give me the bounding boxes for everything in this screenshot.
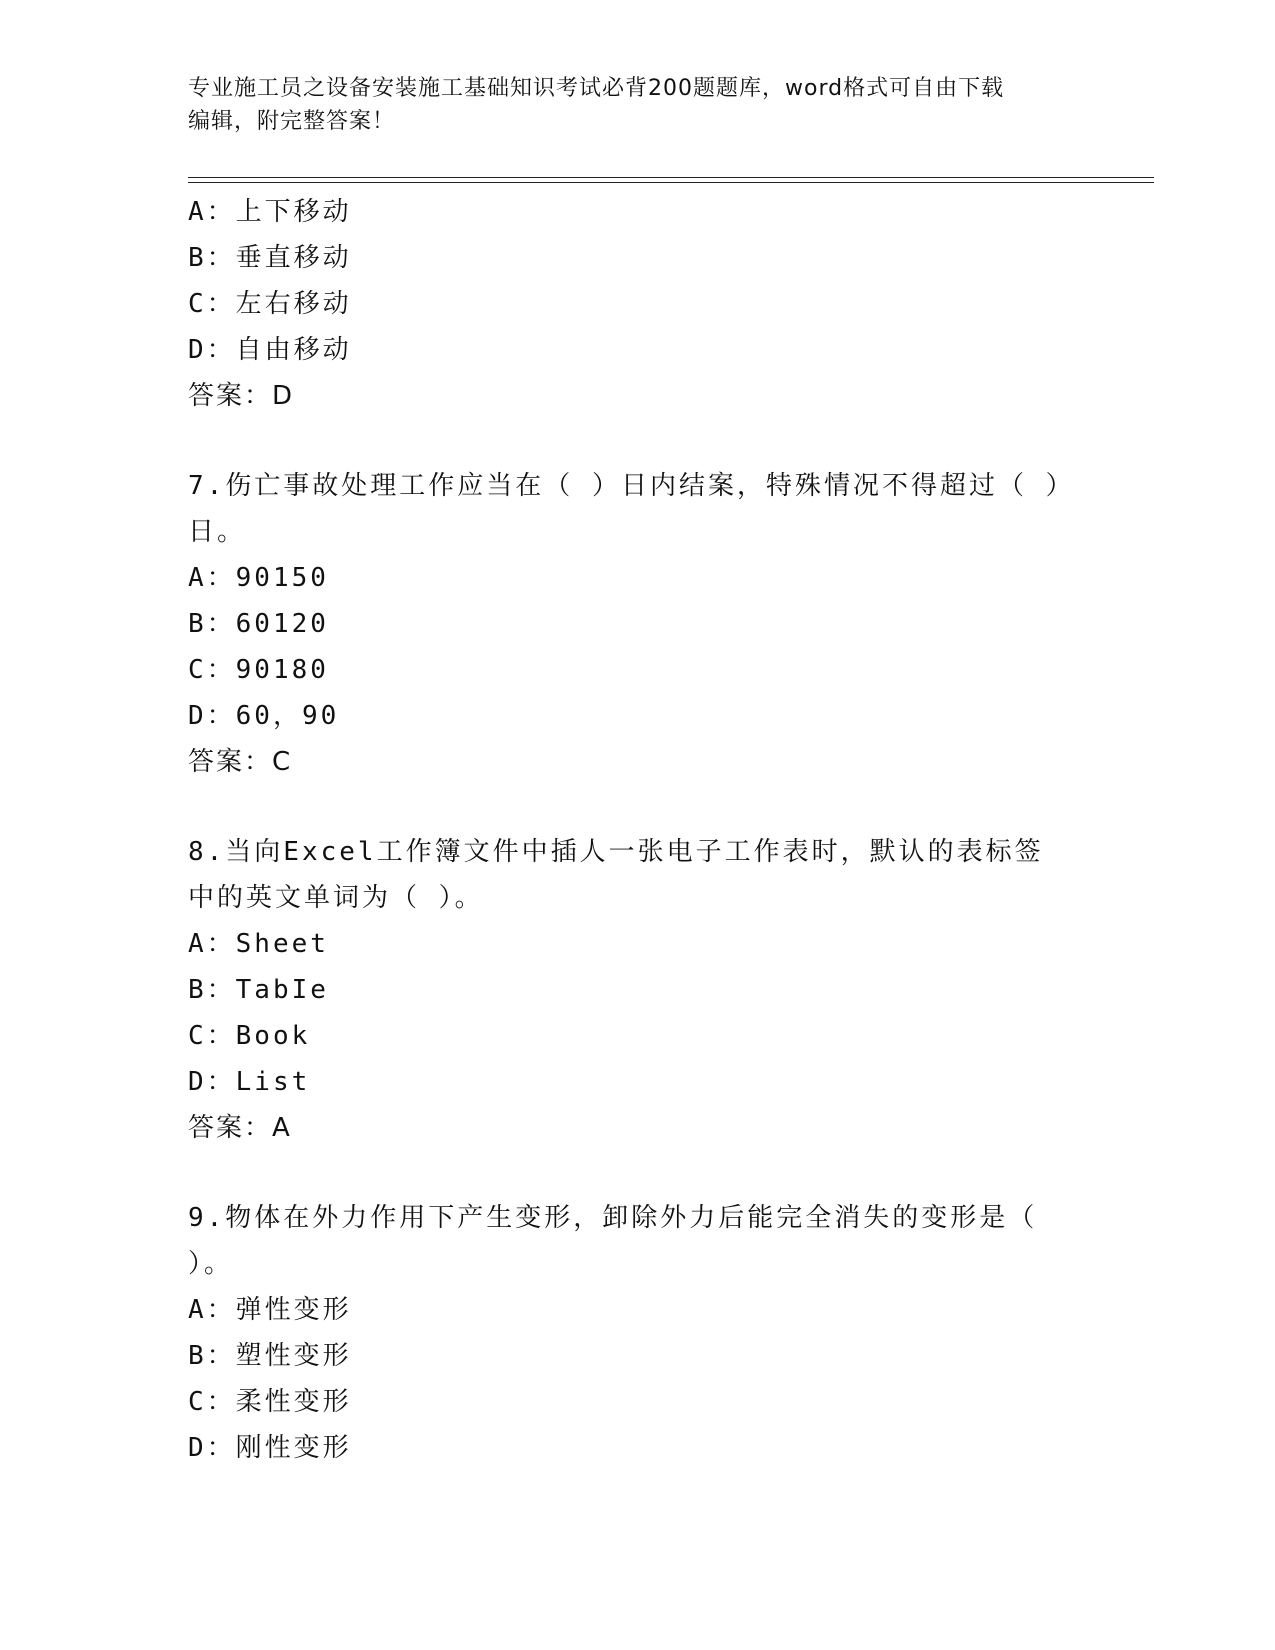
question-7: [188, 463, 1068, 785]
option-d: D：List: [188, 1067, 311, 1097]
option-c: C：Book: [188, 1021, 311, 1051]
question-9: [188, 1195, 1068, 1471]
document-header: [188, 72, 1088, 138]
header-line-2: 编辑，附完整答案！: [188, 109, 396, 134]
option-c: C：柔性变形: [188, 1387, 352, 1417]
header-divider-top: [188, 177, 1154, 178]
option-a: A：上下移动: [188, 197, 352, 227]
answer-line: 答案：A: [188, 1113, 292, 1143]
answer-line: 答案：C: [188, 747, 293, 777]
option-d: D：刚性变形: [188, 1433, 352, 1463]
question-text: 8.当向Excel工作簿文件中插人一张电子工作表时，默认的表标签中的英文单词为（ ）。: [188, 837, 1044, 913]
option-b: B：塑性变形: [188, 1341, 352, 1371]
question-list: [188, 189, 1068, 1471]
option-c: C：90180: [188, 655, 329, 685]
option-c: C：左右移动: [188, 289, 352, 319]
header-divider-bottom: [188, 182, 1154, 183]
option-a: A：弹性变形: [188, 1295, 352, 1325]
option-b: B：60120: [188, 609, 329, 639]
question-8: [188, 829, 1068, 1151]
option-d: D：60，90: [188, 701, 340, 731]
option-a: A：90150: [188, 563, 329, 593]
question-text: 9.物体在外力作用下产生变形，卸除外力后能完全消失的变形是（ ）。: [188, 1203, 1038, 1279]
option-d: D：自由移动: [188, 335, 352, 365]
question-6-tail: [188, 189, 1068, 419]
header-line-1: 专业施工员之设备安装施工基础知识考试必背200题题库，word格式可自由下载: [188, 76, 1005, 101]
option-a: A：Sheet: [188, 929, 329, 959]
option-b: B：垂直移动: [188, 243, 352, 273]
answer-line: 答案：D: [188, 381, 295, 411]
question-text: 7.伤亡事故处理工作应当在（ ）日内结案，特殊情况不得超过（ ）日。: [188, 471, 1062, 547]
option-b: B：TabIe: [188, 975, 329, 1005]
